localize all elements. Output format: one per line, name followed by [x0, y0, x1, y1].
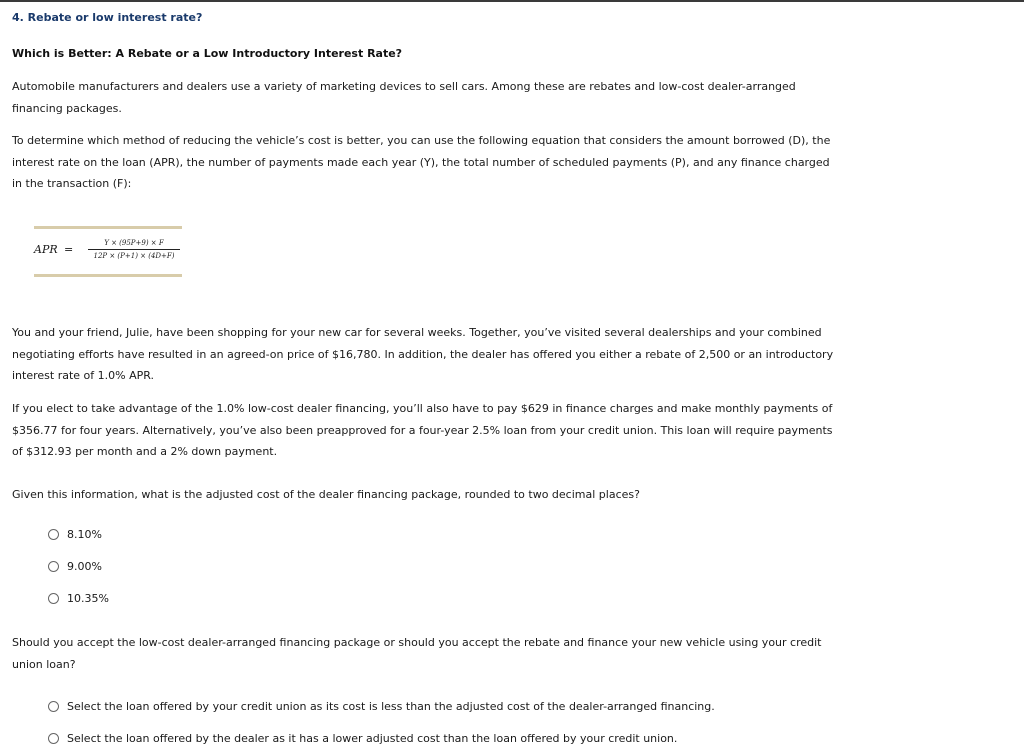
- question-header: 4. Rebate or low interest rate?: [12, 11, 203, 24]
- equation-intro-paragraph: To determine which method of reducing the vehicle’s cost is better, you can use the following equation that considers the amount borrowed (D), the interest rate on the loan (APR), the number of payments made each year (Y), the total number of scheduled payments (P), and any finance charged in the transaction (F):: [12, 134, 831, 190]
- q2-option-a-label: Select the loan offered by your credit union as its cost is less than the adjusted cost of the dealer-arranged financing.: [67, 699, 715, 713]
- formula-top-rule: [34, 226, 182, 229]
- q1-option-b-radio[interactable]: [48, 561, 59, 572]
- q1-option-a[interactable]: [48, 518, 109, 550]
- formula-bottom-rule: [34, 274, 182, 277]
- question-1-prompt: Given this information, what is the adjusted cost of the dealer financing package, rounded to two decimal places?: [12, 488, 640, 501]
- q2-option-b-radio[interactable]: [48, 733, 59, 744]
- q2-option-b-label: Select the loan offered by the dealer as it has a lower adjusted cost than the loan offered by your credit union.: [67, 731, 678, 745]
- question-2-prompt: Should you accept the low-cost dealer-arranged financing package or should you accept the rebate and finance your new vehicle using your credit union loan?: [12, 636, 822, 671]
- formula-equals: =: [64, 243, 74, 256]
- question-2-options: [48, 690, 715, 754]
- q2-option-a[interactable]: [48, 690, 715, 722]
- scenario-paragraph: You and your friend, Julie, have been shopping for your new car for several weeks. Together, you’ve visited several dealerships and your combined negotiating efforts have resulted in an agreed-on price of $16,780. In addition, the dealer has offered you either a rebate of 2,500 or an introductory interest rate of 1.0% APR.: [12, 326, 834, 382]
- q1-option-a-label: 8.10%: [67, 527, 102, 541]
- q2-option-a-radio[interactable]: [48, 701, 59, 712]
- q1-option-b-label: 9.00%: [67, 559, 102, 573]
- question-title: Which is Better: A Rebate or a Low Introductory Interest Rate?: [12, 47, 403, 60]
- q1-option-a-radio[interactable]: [48, 529, 59, 540]
- formula-lhs: APR: [34, 243, 58, 256]
- q1-option-c[interactable]: [48, 582, 109, 614]
- q1-option-c-radio[interactable]: [48, 593, 59, 604]
- apr-formula: [34, 226, 182, 278]
- q1-option-c-label: 10.35%: [67, 591, 109, 605]
- formula-numerator: Y × (95P+9) × F: [88, 238, 180, 250]
- q2-option-b[interactable]: [48, 722, 715, 754]
- details-paragraph: If you elect to take advantage of the 1.0% low-cost dealer financing, you’ll also have to pay $629 in finance charges and make monthly payments of $356.77 for four years. Alternatively, you’ve also been preapproved for a four-year 2.5% loan from your credit union. This loan will require payments of $312.93 per month and a 2% down payment.: [12, 402, 833, 458]
- formula-fraction: [88, 238, 180, 261]
- q1-option-b[interactable]: [48, 550, 109, 582]
- formula-denominator: 12P × (P+1) × (4D+F): [93, 252, 175, 260]
- intro-paragraph: Automobile manufacturers and dealers use a variety of marketing devices to sell cars. Among these are rebates and low-cost dealer-arranged financing packages.: [12, 80, 796, 115]
- question-1-options: [48, 518, 109, 614]
